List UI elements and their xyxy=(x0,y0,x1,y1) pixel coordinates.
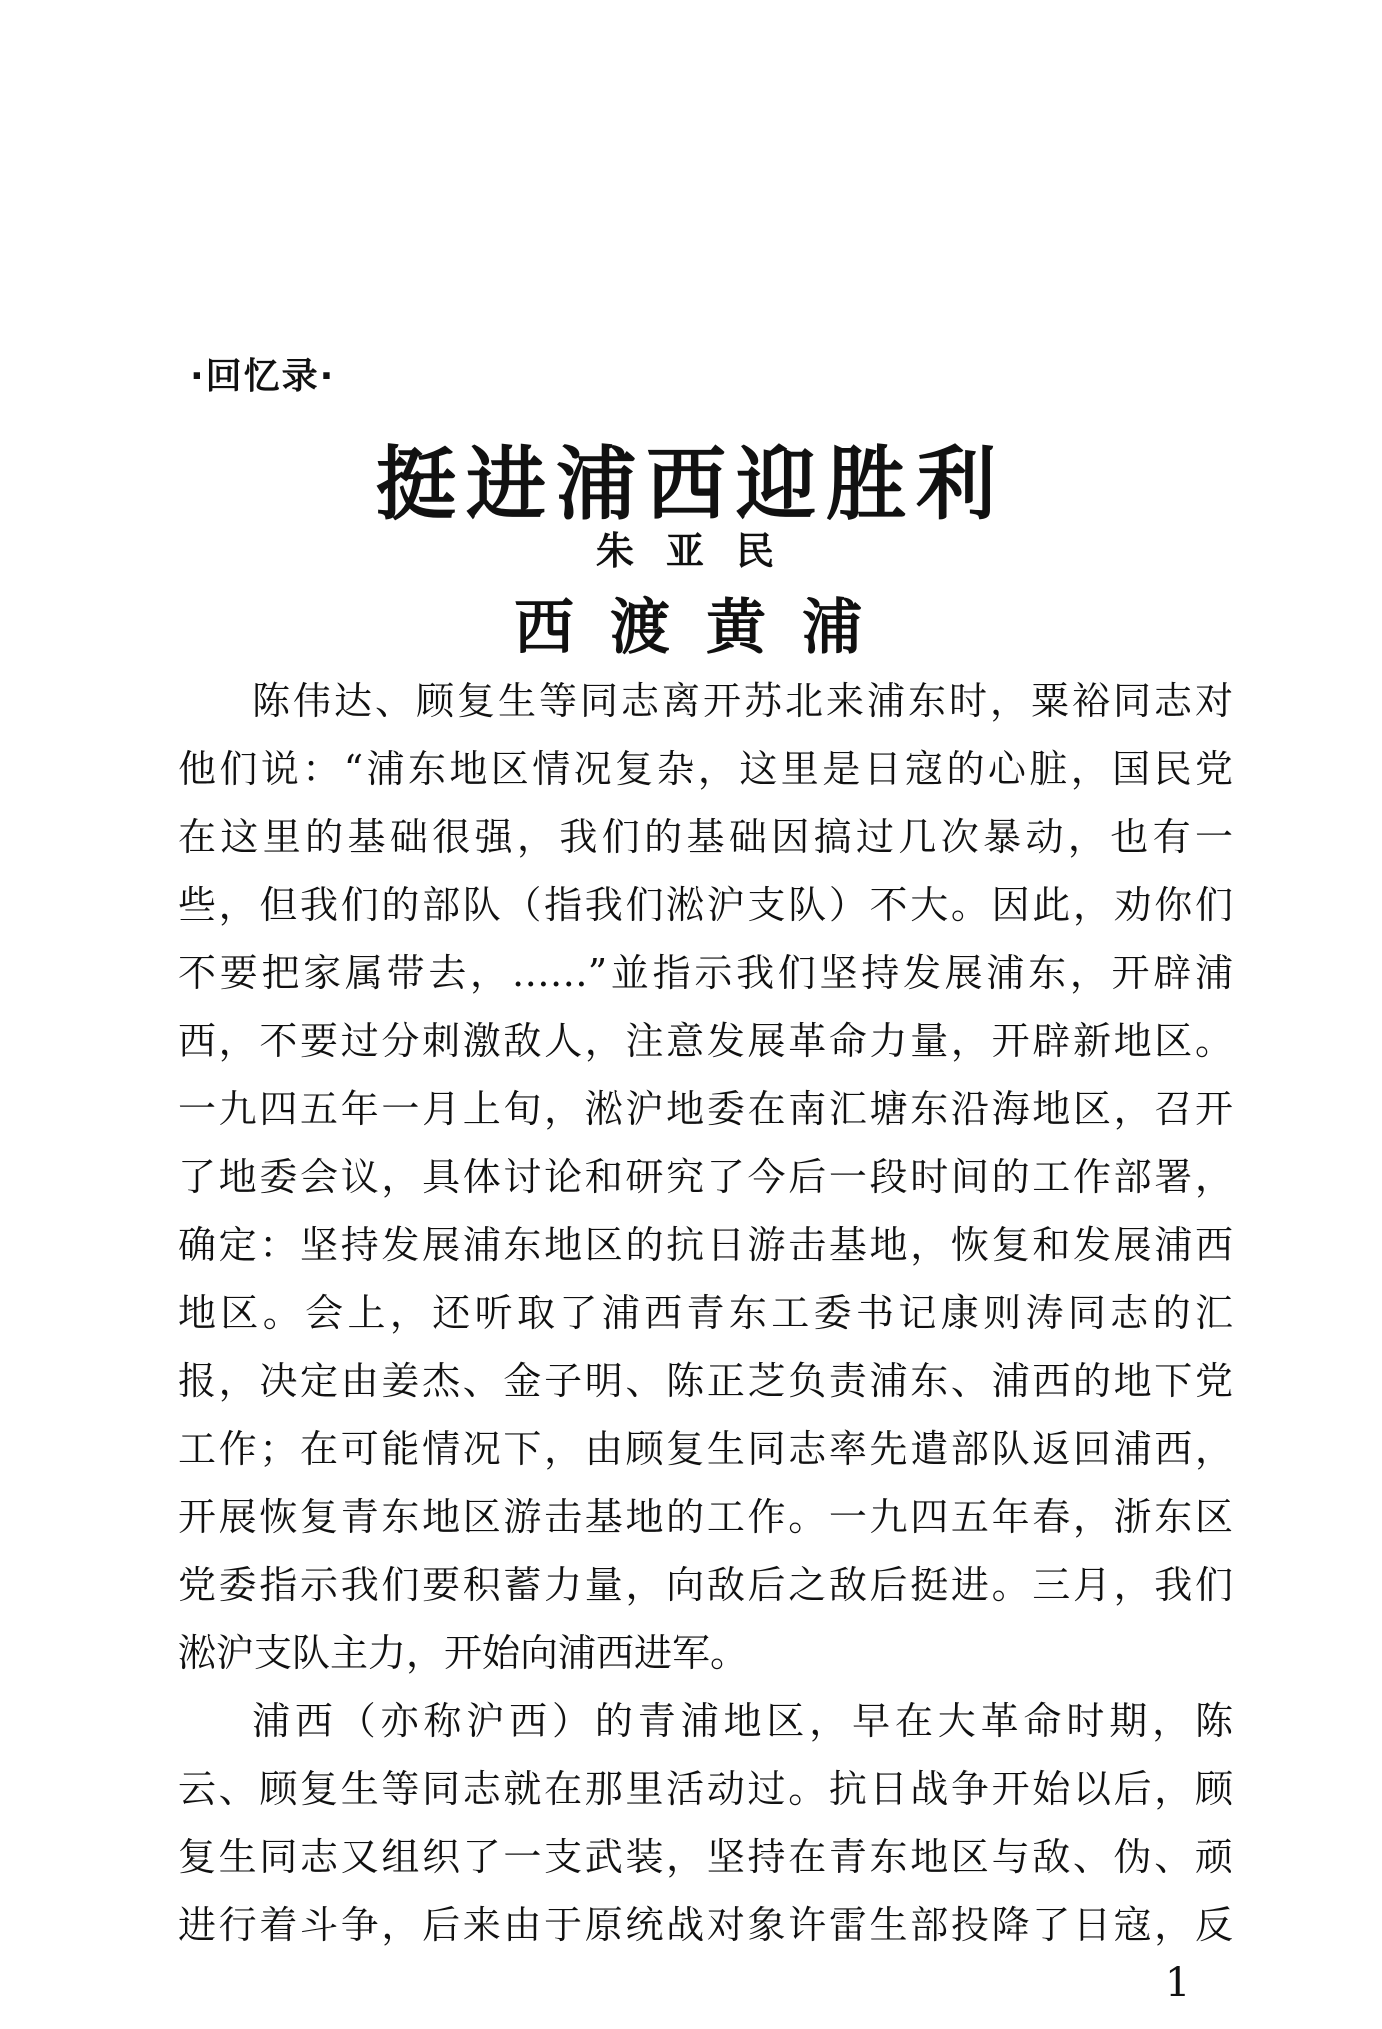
paragraph-2-line: 复生同志又组织了一支武装，坚持在青东地区与敌、伪、顽 xyxy=(178,1835,1233,1879)
paragraph-1-line: 了地委会议，具体讨论和研究了今后一段时间的工作部署， xyxy=(178,1155,1233,1199)
paragraph-1-line: 党委指示我们要积蓄力量，向敌后之敌后挺进。三月，我们 xyxy=(178,1563,1233,1607)
paragraph-2-line: 浦西（亦称沪西）的青浦地区，早在大革命时期，陈 xyxy=(252,1699,1233,1743)
paragraph-1-line: 开展恢复青东地区游击基地的工作。一九四五年春，浙东区 xyxy=(178,1495,1233,1539)
paragraph-1-line: 不要把家属带去，……”並指示我们坚持发展浦东，开辟浦 xyxy=(178,951,1233,995)
paragraph-1-line: 些，但我们的部队（指我们淞沪支队）不大。因此，劝你们 xyxy=(178,883,1233,927)
article-title: 挺进浦西迎胜利 xyxy=(376,437,1006,531)
paragraph-1-line: 淞沪支队主力，开始向浦西进军。 xyxy=(178,1631,749,1675)
page-number: 1 xyxy=(1165,1960,1191,2006)
paragraph-1-line: 西，不要过分刺激敌人，注意发展革命力量，开辟新地区。 xyxy=(178,1019,1233,1063)
paragraph-1-line: 在这里的基础很强，我们的基础因搞过几次暴动，也有一 xyxy=(178,815,1233,859)
paragraph-1-line: 陈伟达、顾复生等同志离开苏北来浦东时，粟裕同志对 xyxy=(252,679,1233,723)
paragraph-2-line: 云、顾复生等同志就在那里活动过。抗日战争开始以后，顾 xyxy=(178,1767,1233,1811)
paragraph-1-line: 工作；在可能情况下，由顾复生同志率先遣部队返回浦西， xyxy=(178,1427,1233,1471)
paragraph-1-line: 确定：坚持发展浦东地区的抗日游击基地，恢复和发展浦西 xyxy=(178,1223,1233,1267)
paragraph-1-line: 一九四五年一月上旬，淞沪地委在南汇塘东沿海地区，召开 xyxy=(178,1087,1233,1131)
paragraph-1-line: 报，决定由姜杰、金子明、陈正芝负责浦东、浦西的地下党 xyxy=(178,1359,1233,1403)
paragraph-1-line: 他们说：“浦东地区情况复杂，这里是日寇的心脏，国民党 xyxy=(178,747,1233,791)
paragraph-1-line: 地区。会上，还听取了浦西青东工委书记康则涛同志的汇 xyxy=(178,1291,1233,1335)
section-tag: ·回忆录· xyxy=(190,356,336,397)
paragraph-2-line: 进行着斗争，后来由于原统战对象许雷生部投降了日寇，反 xyxy=(178,1903,1233,1947)
section-heading: 西渡黄浦 xyxy=(514,593,898,663)
author-name: 朱亚民 xyxy=(595,529,806,573)
